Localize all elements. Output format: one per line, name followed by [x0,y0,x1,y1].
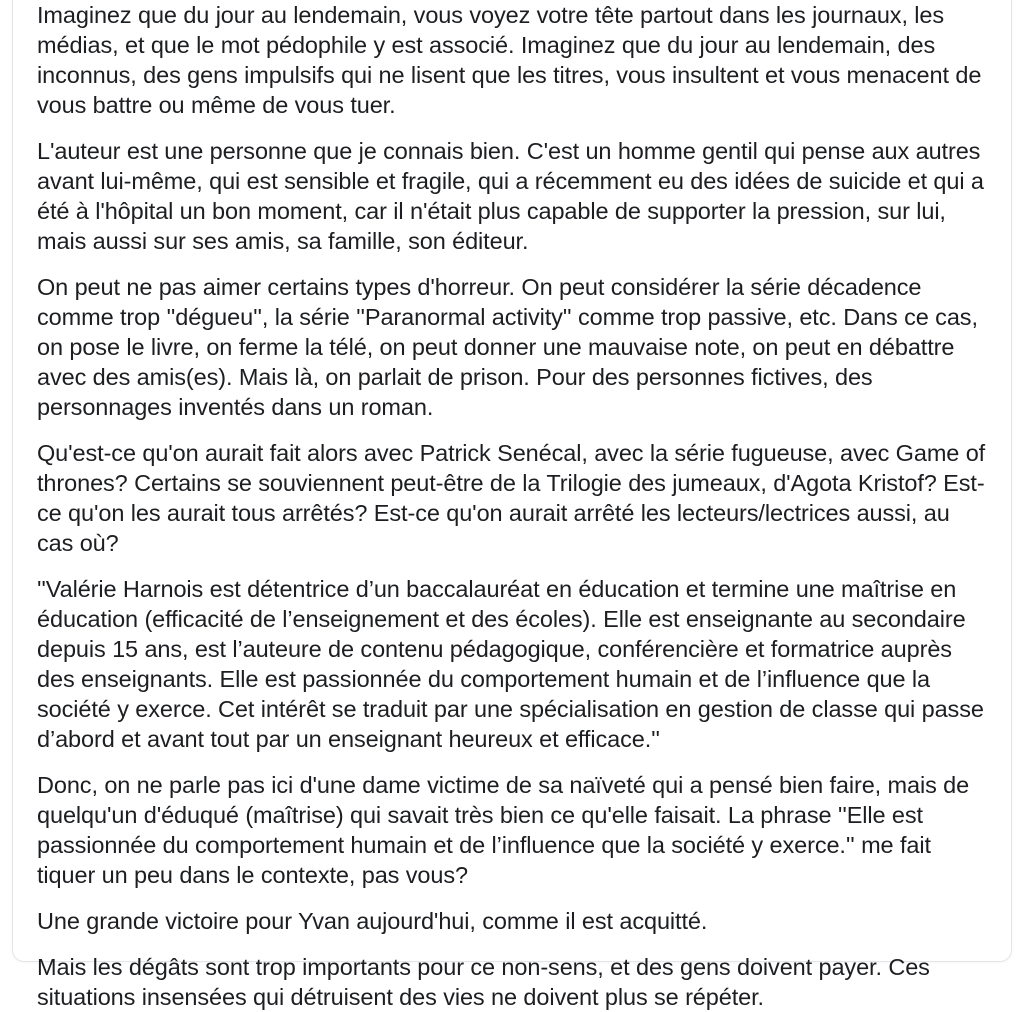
article-body [37,0,986,1012]
paragraph: Une grande victoire pour Yvan aujourd'hui, comme il est acquitté. [37,908,708,934]
paragraph: Donc, on ne parle pas ici d'une dame victime de sa naïveté qui a pensé bien faire, mais de quelqu'un d'éduqué (maîtrise) qui savait très bien ce qu'elle faisait. La phrase ''Elle est passionnée du comportement humain et de l’influence que la société y exerce.'' me fait tiquer un peu dans le contexte, pas vous? [37,772,970,888]
paragraph: ''Valérie Harnois est détentrice d’un baccalauréat en éducation et termine une maîtrise en éducation (efficacité de l’enseignement et des écoles). Elle est enseignante au secondaire depuis 15 ans, est l’auteure de contenu pédagogique, conférencière et formatrice auprès des enseignants. Elle est passionnée du comportement humain et de l’influence que la société y exerce. Cet intérêt se traduit par une spécialisation en gestion de classe qui passe d’abord et avant tout par un enseignant heureux et efficace.'' [37,576,984,752]
paragraph: Imaginez que du jour au lendemain, vous voyez votre tête partout dans les journaux, les médias, et que le mot pédophile y est associé. Imaginez que du jour au lendemain, des inconnus, des gens impulsifs qui ne lisent que les titres, vous insultent et vous menacent de vous battre ou même de vous tuer. [37,2,982,118]
paragraph: Qu'est-ce qu'on aurait fait alors avec Patrick Senécal, avec la série fugueuse, avec Game of thrones? Certains se souviennent peut-être de la Trilogie des jumeaux, d'Agota Kristof? Est-ce qu'on les aurait tous arrêtés? Est-ce qu'on aurait arrêté les lecteurs/lectrices aussi, au cas où? [37,440,986,556]
paragraph: L'auteur est une personne que je connais bien. C'est un homme gentil qui pense aux autres avant lui-même, qui est sensible et fragile, qui a récemment eu des idées de suicide et qui a été à l'hôpital un bon moment, car il n'était plus capable de supporter la pression, sur lui, mais aussi sur ses amis, sa famille, son éditeur. [37,138,984,254]
article-card-inner [13,0,1011,1010]
paragraph: On peut ne pas aimer certains types d'horreur. On peut considérer la série décadence comme trop ''dégueu'', la série ''Paranormal activity'' comme trop passive, etc. Dans ce cas, on pose le livre, on ferme la télé, on peut donner une mauvaise note, on peut en débattre avec des amis(es). Mais là, on parlait de prison. Pour des personnes fictives, des personnages inventés dans un roman. [37,274,978,420]
paragraph: Mais les dégâts sont trop importants pour ce non-sens, et des gens doivent payer. Ces situations insensées qui détruisent des vies ne doivent plus se répéter. [37,954,930,1010]
article-card [12,0,1012,1010]
